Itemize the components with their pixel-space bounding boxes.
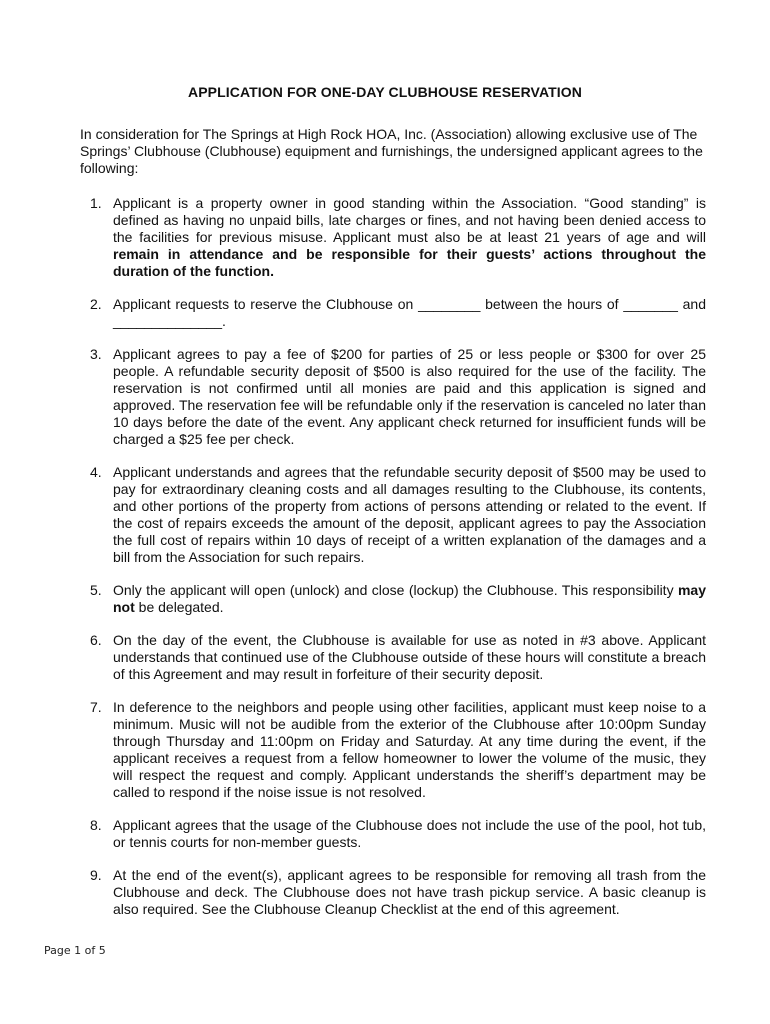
item-number: 8. — [90, 817, 102, 833]
item-text: On the day of the event, the Clubhouse is available for use as noted in #3 above. Applicant understands that continued use of the Clubhouse outside of these hours will constitute a breach of this Agreement and may result in forfeiture of their security deposit. — [113, 632, 706, 682]
item-text-tail: be delegated. — [134, 599, 224, 615]
item-text: Applicant requests to reserve the Clubhouse on ________ between the hours of _______ and ______________. — [113, 296, 706, 329]
item-text: Applicant is a property owner in good standing within the Association. “Good standing” is defined as having no unpaid bills, late charges or fines, and not having been denied access to the facilities for previous misuse. Applicant must also be at least 21 years of age and will — [113, 195, 706, 245]
terms-list — [80, 195, 706, 934]
item-number: 7. — [90, 699, 102, 715]
item-number: 6. — [90, 632, 102, 648]
item-text: At the end of the event(s), applicant agrees to be responsible for removing all trash from the Clubhouse and deck. The Clubhouse does not have trash pickup service. A basic cleanup is also required. See the Clubhouse Cleanup Checklist at the end of this agreement. — [113, 867, 706, 917]
list-item — [80, 582, 706, 616]
list-item — [80, 296, 706, 330]
intro-paragraph: In consideration for The Springs at High Rock HOA, Inc. (Association) allowing exclusive use of The Springs’ Clubhouse (Clubhouse) equipment and furnishings, the undersigned applicant agrees to the following: — [80, 126, 703, 176]
list-item — [80, 699, 706, 801]
list-item — [80, 632, 706, 683]
item-number: 9. — [90, 867, 102, 883]
item-text: Only the applicant will open (unlock) and close (lockup) the Clubhouse. This responsibility — [113, 582, 678, 598]
item-bold-text: remain in attendance and be responsible for their guests’ actions throughout the duration of the function. — [113, 246, 706, 279]
list-item — [80, 195, 706, 280]
list-item — [80, 346, 706, 448]
item-number: 2. — [90, 296, 102, 312]
page-number-footer: Page 1 of 5 — [44, 944, 106, 957]
page-title: APPLICATION FOR ONE-DAY CLUBHOUSE RESERVATION — [188, 84, 582, 100]
item-text: Applicant agrees to pay a fee of $200 for parties of 25 or less people or $300 for over 25 people. A refundable security deposit of $500 is also required for the use of the facility. The reservation is not confirmed until all monies are paid and this application is signed and approved. The reservation fee will be refundable only if the reservation is canceled no later than 10 days before the date of the event. Any applicant check returned for insufficient funds will be charged a $25 fee per check. — [113, 346, 706, 447]
item-bold-text: may not — [113, 582, 706, 615]
item-text: In deference to the neighbors and people using other facilities, applicant must keep noise to a minimum. Music will not be audible from the exterior of the Clubhouse after 10:00pm Sunday through Thursday and 11:00pm on Friday and Saturday. At any time during the event, if the applicant receives a request from a fellow homeowner to lower the volume of the music, they will respect the request and comply. Applicant understands the sheriff’s department may be called to respond if the noise issue is not resolved. — [113, 699, 706, 800]
item-text: Applicant understands and agrees that the refundable security deposit of $500 may be used to pay for extraordinary cleaning costs and all damages resulting to the Clubhouse, its contents, and other portions of the property from actions of persons attending or related to the event. If the cost of repairs exceeds the amount of the deposit, applicant agrees to pay the Association the full cost of repairs within 10 days of receipt of a written explanation of the damages and a bill from the Association for such repairs. — [113, 464, 706, 565]
list-item — [80, 464, 706, 566]
item-number: 5. — [90, 582, 102, 598]
item-number: 3. — [90, 346, 102, 362]
item-number: 4. — [90, 464, 102, 480]
item-number: 1. — [90, 195, 102, 211]
list-item — [80, 817, 706, 851]
item-text: Applicant agrees that the usage of the Clubhouse does not include the use of the pool, hot tub, or tennis courts for non-member guests. — [113, 817, 706, 850]
list-item — [80, 867, 706, 918]
